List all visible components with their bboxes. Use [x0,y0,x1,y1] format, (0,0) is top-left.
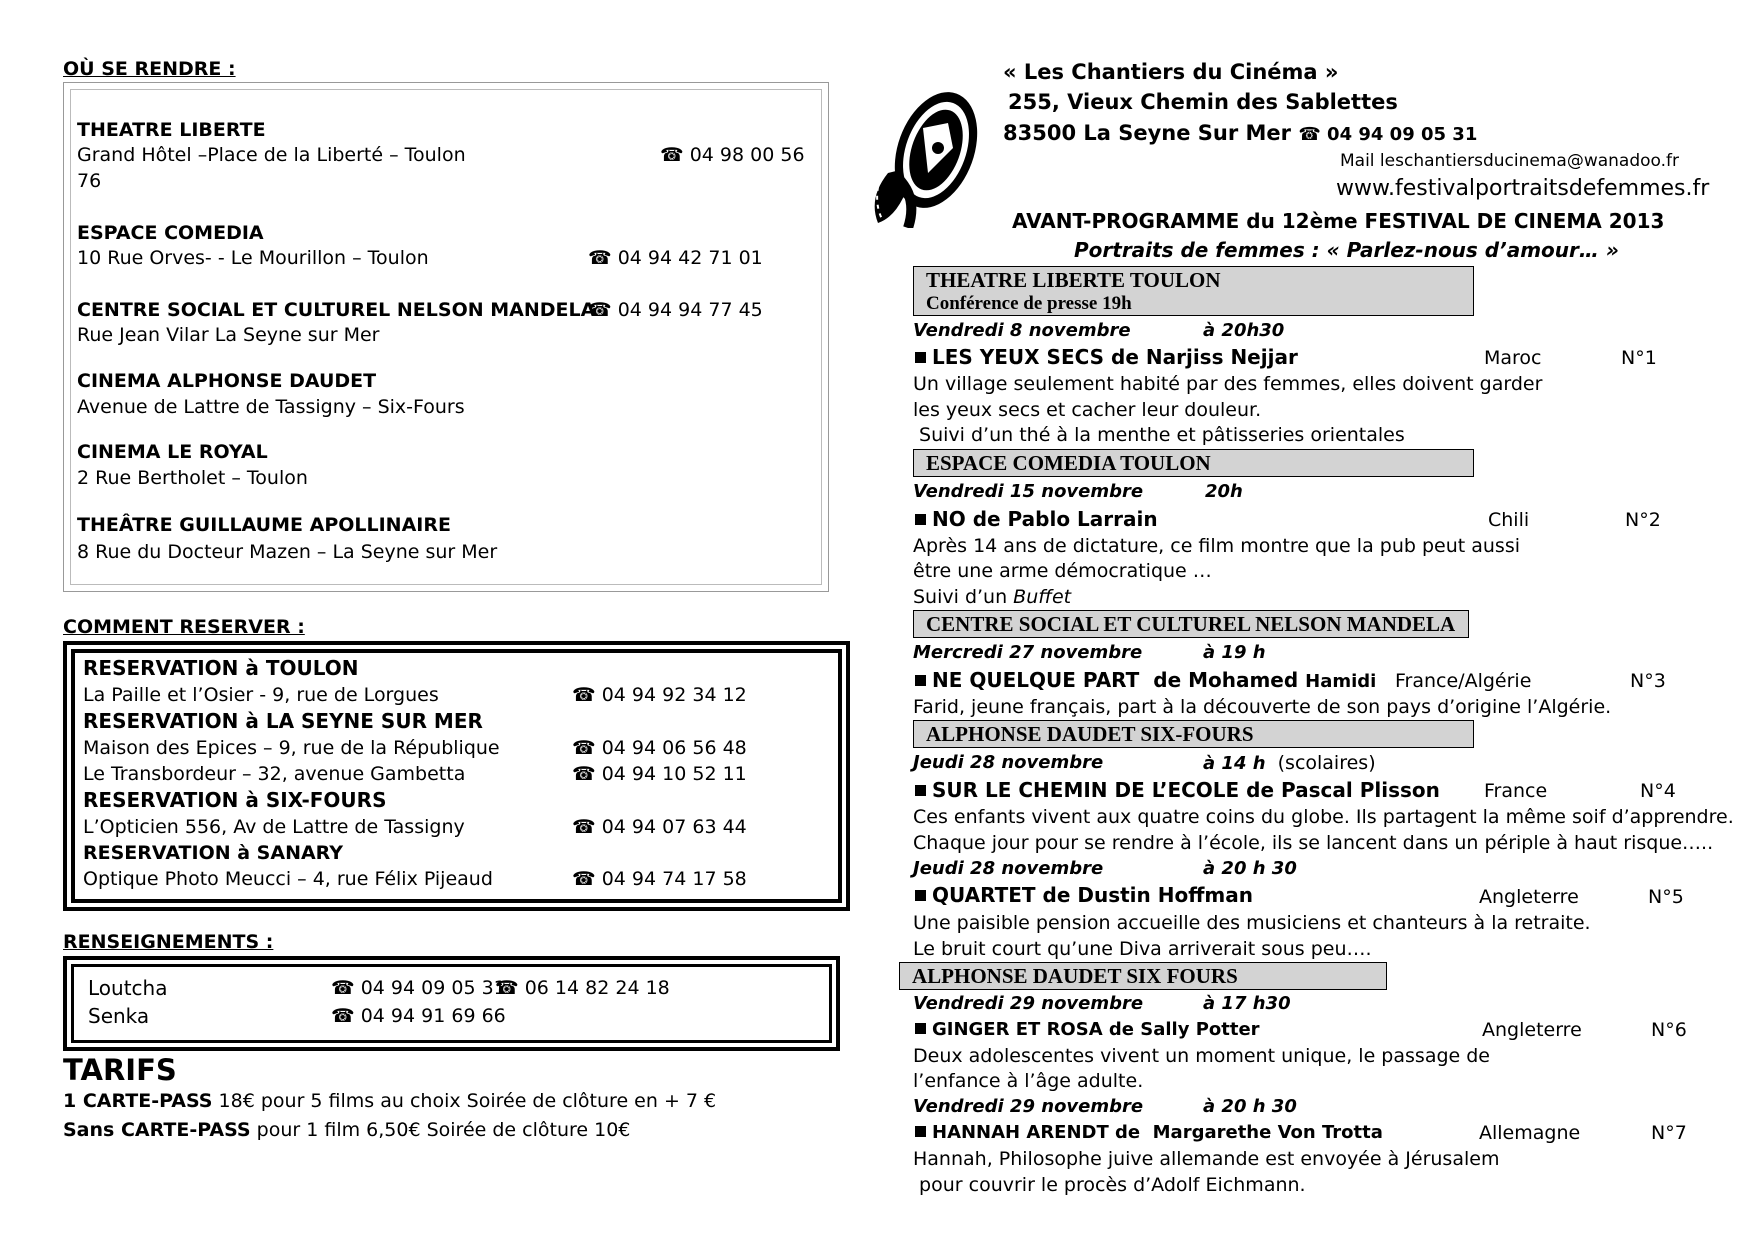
venue-name: CENTRE SOCIAL ET CULTUREL NELSON MANDELA [77,299,596,321]
venue-banner: CENTRE SOCIAL ET CULTUREL NELSON MANDELA [913,610,1469,638]
film-desc: l’enfance à l’âge adulte. [913,1070,1144,1092]
film-number: N°7 [1651,1122,1687,1144]
film-title [915,777,1440,803]
reservation-place: La Paille et l’Osier - 9, rue de Lorgues [83,684,439,706]
tarifs-heading: TARIFS [63,1053,177,1087]
film-title-text: NE QUELQUE PART de Mohamed [932,668,1306,692]
org-phone: ☎ 04 94 09 05 31 [1298,124,1477,145]
reservation-phone: ☎ 04 94 07 63 44 [572,814,747,840]
reservation-place: Optique Photo Meucci – 4, rue Félix Pijeaud [83,868,493,890]
tarif-text: pour 1 film 6,50€ Soirée de clôture 10€ [250,1119,631,1141]
film-title [915,506,1158,532]
film-title-text: SUR LE CHEMIN DE L’ECOLE de Pascal Plisson [932,778,1440,802]
film-title-text: GINGER ET ROSA de Sally Potter [932,1019,1260,1040]
venue-name: ESPACE COMEDIA [77,222,264,244]
venue-banner-subtitle: Conférence de presse 19h [926,293,1132,314]
film-title-text: HANNAH ARENDT de Margarethe Von Trotta [932,1122,1383,1143]
film-number: N°5 [1648,886,1684,908]
film-number: N°4 [1640,780,1676,802]
screening-date: Mercredi 27 novembre [913,642,1143,663]
film-desc: les yeux secs et cacher leur douleur. [913,399,1262,421]
venue-phone: ☎ 04 94 94 77 45 [588,297,763,323]
film-desc: Une paisible pension accueille des musiciens et chanteurs à la retraite. [913,912,1591,934]
where-heading: OÙ SE RENDRE : [63,58,236,80]
venue-banner-title: THEATRE LIBERTE TOULON [926,268,1221,292]
venue-name: THEATRE LIBERTE [77,119,266,141]
film-desc: pour couvrir le procès d’Adolf Eichmann. [913,1174,1306,1196]
screening-time: à 20 h 30 [1203,858,1297,879]
org-website[interactable]: www.festivalportraitsdefemmes.fr [1336,176,1710,201]
bullet-square-icon [915,785,926,796]
bullet-square-icon [915,890,926,901]
film-number: N°1 [1621,347,1657,369]
reservation-phone: ☎ 04 94 74 17 58 [572,866,747,892]
film-title [915,344,1298,370]
reservation-phone: ☎ 04 94 92 34 12 [572,682,747,708]
venue-address: Grand Hôtel –Place de la Liberté – Toulon [77,144,466,166]
contact-phone: ☎ 04 94 91 69 66 [331,1003,506,1029]
film-desc: Deux adolescentes vivent un moment unique, le passage de [913,1045,1490,1067]
screening-date: Vendredi 8 novembre [913,320,1131,341]
reservation-place: Maison des Epices – 9, rue de la République [83,737,500,759]
venue-banner: ALPHONSE DAUDET SIX-FOURS [913,720,1474,748]
film-number: N°6 [1651,1019,1687,1041]
program-subtitle: Portraits de femmes : « Parlez-nous d’amour… » [1074,238,1619,262]
film-number: N°2 [1625,509,1661,531]
reservation-title: RESERVATION à SANARY [83,842,344,864]
contact-name: Loutcha [88,976,168,1000]
film-title [915,1017,1260,1043]
film-reel-icon [868,78,988,228]
film-desc: Chaque jour pour se rendre à l’école, ils se lancent dans un périple à haut risque….. [913,832,1714,854]
bullet-square-icon [915,514,926,525]
org-mail: Mail leschantiersducinema@wanadoo.fr [1340,151,1680,171]
film-title-text: Hamidi [1305,671,1377,692]
film-country: France [1484,780,1548,802]
venue-address: 76 [77,170,102,192]
venue-banner: ESPACE COMEDIA TOULON [913,449,1474,477]
followup-italic: Buffet [1013,586,1072,608]
tarif-label: Sans CARTE-PASS [63,1119,251,1141]
screening-time: à 17 h30 [1203,993,1291,1014]
bullet-square-icon [915,352,926,363]
screening-time-line [1203,750,1376,777]
screening-time: à 19 h [1203,642,1266,663]
film-title [915,667,1376,695]
tarif-line [63,1117,630,1143]
screening-time: à 14 h [1203,753,1266,774]
screening-date: Jeudi 28 novembre [913,752,1104,773]
venue-phone: ☎ 04 94 42 71 01 [588,245,763,271]
screening-date: Jeudi 28 novembre [913,858,1104,879]
venue-address: Rue Jean Vilar La Seyne sur Mer [77,324,380,346]
film-country: Maroc [1484,347,1542,369]
reservation-title: RESERVATION à LA SEYNE SUR MER [83,709,483,733]
screening-time: 20h [1205,481,1243,502]
screening-date: Vendredi 29 novembre [913,993,1144,1014]
screening-date: Vendredi 15 novembre [913,481,1144,502]
film-followup [913,584,1071,610]
reservation-title: RESERVATION à SIX-FOURS [83,788,387,812]
tarif-text: 18€ pour 5 films au choix Soirée de clôture en + 7 € [212,1090,717,1112]
bullet-square-icon [915,675,926,686]
reservation-place: Le Transbordeur – 32, avenue Gambetta [83,763,466,785]
venue-name: CINEMA LE ROYAL [77,441,268,463]
org-city-line [1003,119,1477,149]
film-desc: Le bruit court qu’une Diva arriverait sous peu…. [913,938,1372,960]
film-country: Angleterre [1479,886,1579,908]
film-desc: Suivi d’un thé à la menthe et pâtisseries orientales [913,424,1405,446]
org-street: 255, Vieux Chemin des Sablettes [1008,90,1398,114]
venue-address: 8 Rue du Docteur Mazen – La Seyne sur Mer [77,541,498,563]
film-country: France/Algérie [1395,670,1532,692]
contact-phone: ☎ 04 94 09 05 31 [331,975,506,1001]
reservation-phone: ☎ 04 94 10 52 11 [572,761,747,787]
org-city: 83500 La Seyne Sur Mer [1003,121,1292,145]
info-heading: RENSEIGNEMENTS : [63,931,274,953]
venue-address: 10 Rue Orves- - Le Mourillon – Toulon [77,247,429,269]
film-desc: être une arme démocratique … [913,560,1212,582]
bullet-square-icon [915,1126,926,1137]
venue-banner [913,266,1474,316]
film-desc: Un village seulement habité par des femmes, elles doivent garder [913,373,1543,395]
contact-name: Senka [88,1004,150,1028]
reservation-phone: ☎ 04 94 06 56 48 [572,735,747,761]
venue-name: THEÂTRE GUILLAUME APOLLINAIRE [77,514,451,536]
screening-time: à 20h30 [1203,320,1285,341]
film-desc: Après 14 ans de dictature, ce film montre que la pub peut aussi [913,535,1520,557]
film-title-text: QUARTET de Dustin Hoffman [932,883,1253,907]
venue-name: CINEMA ALPHONSE DAUDET [77,370,377,392]
film-country: Chili [1488,509,1530,531]
screening-note: (scolaires) [1265,752,1376,774]
reserve-heading: COMMENT RESERVER : [63,616,305,638]
venue-address: Avenue de Lattre de Tassigny – Six-Fours [77,396,465,418]
film-title-text: NO de Pablo Larrain [932,507,1158,531]
reservation-place: L’Opticien 556, Av de Lattre de Tassigny [83,816,465,838]
tarif-line [63,1088,716,1114]
film-title [915,1120,1383,1146]
tarif-label: 1 CARTE-PASS [63,1090,213,1112]
venue-phone: ☎ 04 98 00 56 [660,142,805,168]
film-desc: Farid, jeune français, part à la découverte de son pays d’origine l’Algérie. [913,696,1612,718]
org-name: « Les Chantiers du Cinéma » [1003,60,1339,84]
venue-address: 2 Rue Bertholet – Toulon [77,467,308,489]
screening-time: à 20 h 30 [1203,1096,1297,1117]
film-title [915,882,1253,908]
venue-banner: ALPHONSE DAUDET SIX FOURS [899,962,1387,990]
bullet-square-icon [915,1023,926,1034]
film-country: Allemagne [1479,1122,1581,1144]
film-desc: Ces enfants vivent aux quatre coins du globe. Ils partagent la même soif d’apprendre. [913,806,1734,828]
reservation-title: RESERVATION à TOULON [83,656,359,680]
film-country: Angleterre [1482,1019,1582,1041]
followup-text: Suivi d’un [913,586,1014,608]
program-title: AVANT-PROGRAMME du 12ème FESTIVAL DE CINEMA 2013 [1012,209,1665,233]
screening-date: Vendredi 29 novembre [913,1096,1144,1117]
contact-phone: ☎ 06 14 82 24 18 [495,975,670,1001]
film-number: N°3 [1630,670,1666,692]
film-desc: Hannah, Philosophe juive allemande est envoyée à Jérusalem [913,1148,1500,1170]
film-title-text: LES YEUX SECS de Narjiss Nejjar [932,345,1298,369]
